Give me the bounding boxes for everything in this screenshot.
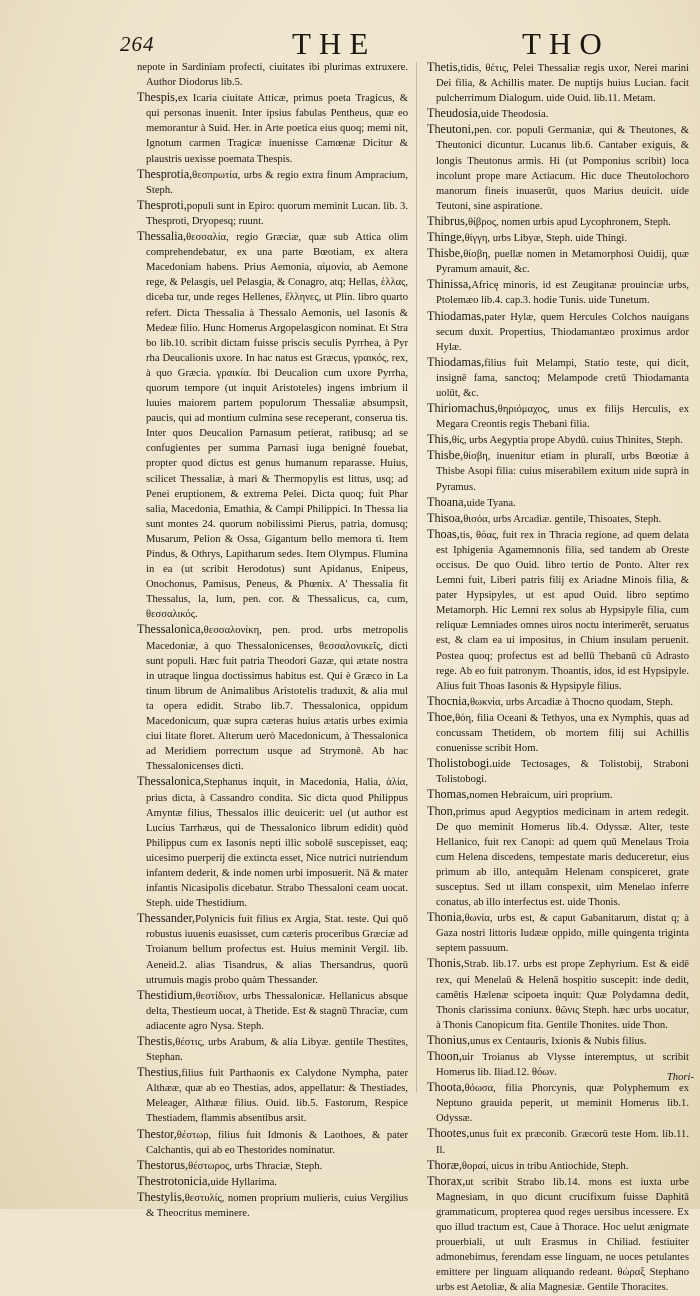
running-head-left: THE xyxy=(292,26,377,61)
entry-headword: Thon, xyxy=(427,803,456,818)
dictionary-entry xyxy=(427,1049,689,1080)
dictionary-entry xyxy=(427,1158,689,1174)
dictionary-entry xyxy=(137,1174,408,1190)
entry-text: filius fuit Melampi, Statio teste, qui dicit, insignē fama, sanctoq; Melampode cretū Thiodamanta uolūt, &c. xyxy=(436,357,689,399)
entry-text: uide Hyllarima. xyxy=(210,1176,277,1188)
dictionary-entry xyxy=(427,432,689,448)
entry-headword: Thomas, xyxy=(427,787,470,802)
entry-headword: Thespis, xyxy=(137,90,178,105)
dictionary-entry xyxy=(427,309,689,355)
entry-text: uide Theodosia. xyxy=(480,109,549,121)
dictionary-entry xyxy=(427,787,689,803)
dictionary-entry xyxy=(137,988,408,1034)
entry-text: θέστις, urbs Arabum, & alia Libyæ. gentile Thestites, Stephan. xyxy=(146,1037,408,1064)
entry-headword: Thoræ, xyxy=(427,1157,462,1172)
entry-headword: Thesprotia, xyxy=(137,166,193,181)
entry-text: θισόα, urbs Arcadiæ. gentile, Thisoates, Steph. xyxy=(463,513,662,525)
entry-text: Africę minoris, id est Zeugitanæ prouinciæ urbs, Ptolemæo lib.4. cap.3. hodie Tunis. uide Tunetum. xyxy=(436,280,689,307)
entry-headword: Thootes, xyxy=(427,1126,470,1141)
dictionary-entry xyxy=(427,1174,689,1296)
entry-text: θεστίδιον, urbs Thessalonicæ. Hellanicus absque delta, Thestieum uocat, à Thetide. Est & stagnū Thraciæ, cum adiacente agro Nysa. Steph. xyxy=(146,990,408,1032)
entry-text: unus ex Centauris, Ixionis & Nubis filius. xyxy=(470,1035,647,1047)
entry-text: uide Tyana. xyxy=(466,497,516,509)
dictionary-entry xyxy=(427,401,689,432)
dictionary-entry xyxy=(427,277,689,308)
catchword: Thori- xyxy=(666,1072,694,1083)
entry-headword: Thessander, xyxy=(137,911,196,926)
entry-text: Polynicis fuit filius ex Argia, Stat. teste. Qui quō robustus iuuenis euasisset, cum cæteris proceribus Græciæ ad Troianum bellum profectus est. Huius meminit Vergil. lib. Aeneid.2. alias Tisandrus, & alias Thersandrus, quorū utrumuis magis probo quàm Thessander. xyxy=(146,914,408,986)
dictionary-entry xyxy=(427,1033,689,1049)
page-number: 264 xyxy=(120,32,155,56)
entry-headword: Thisbe, xyxy=(427,448,464,463)
entry-text: ex Icaria ciuitate Atticæ, primus poeta Tragicus, & qui personas inuenit. Inter ipsius fabulas Pentheus, quæ eo memorantur à Suid. Her. in Arte poetica eius quoq; memi nit, Ignotum carmen Tragicæ inuenisse Camœnæ Dicitur & plaustris uexisse poemata Thespis. xyxy=(146,93,408,165)
entry-headword: Theutoni, xyxy=(427,122,475,137)
dictionary-entry xyxy=(137,60,408,90)
entry-headword: Thoe, xyxy=(427,709,456,724)
dictionary-entry xyxy=(137,90,408,166)
entry-text: θίβρος, nomen urbis apud Lycophronem, Steph. xyxy=(467,216,671,228)
entry-headword: Thoon, xyxy=(427,1049,462,1063)
entry-headword: Thocnia, xyxy=(427,693,470,708)
dictionary-entry xyxy=(427,511,689,527)
dictionary-entry xyxy=(427,448,689,494)
entry-text: θέστωρος, urbs Thraciæ, Steph. xyxy=(188,1160,323,1172)
entry-headword: Thorax, xyxy=(427,1173,466,1188)
entry-text: nomen Hebraicum, uiri proprium. xyxy=(469,790,613,802)
entry-headword: Thestidium, xyxy=(137,987,196,1002)
entry-headword: Thinissa, xyxy=(427,277,472,292)
entry-headword: Thestis, xyxy=(137,1034,176,1048)
entry-headword: Thoana, xyxy=(427,494,467,509)
entry-headword: Thiriomachus, xyxy=(427,401,498,416)
entry-text: θέστωρ, filius fuit Idmonis & Laothoes, & pater Calchantis, qui ab eo Thestorides nominatur. xyxy=(146,1129,408,1156)
entry-headword: Thestorus, xyxy=(137,1157,189,1172)
entry-text: filius fuit Parthaonis ex Calydone Nympha, pater Althææ, quæ ab eo Thestias, ados, appellatur: & Thestiades, Meleager, Althææ filius. Ouid. lib.5. Fastorum, Respice Thestiadem, flammis absentibus arsit. xyxy=(146,1068,408,1125)
dictionary-entry xyxy=(137,911,408,987)
entry-text: θωνία, urbs est, & caput Gabanitarum, distat q; à Gaza nostri littoris Iudææ oppido, mille quingenta triginta septem passuum. xyxy=(436,913,689,955)
entry-text: θηριόμαχος, unus ex filijs Herculis, ex Megara Creontis regis Thebani filia. xyxy=(436,404,689,431)
dictionary-entry xyxy=(427,214,689,230)
entry-text: θεσπρωτία, urbs & regio extra finum Ampracium, Steph. xyxy=(146,169,408,196)
dictionary-entry xyxy=(137,1034,408,1065)
dictionary-entry xyxy=(137,229,408,622)
entry-text: Strab. lib.17. urbs est prope Zephyrium. Est & eidē rex, qui Menelaū & Helenā hospitio suscepit: inde dedit, camētis Hælenæ scipoeta inquit: Quæ Polydamna dedit, Thonis clarissima coniunx. θῶνις Steph. hæc urbs uocatur, à Thonis Canopicum fita. Gentile Thonites. uide Thon. xyxy=(436,959,689,1031)
entry-headword: Tholistobogi. xyxy=(427,756,493,771)
column-divider xyxy=(416,62,417,1092)
entry-text: populi sunt in Epiro: quorum meminit Lucan. lib. 3. Thesproti, Dryopesq; ruunt. xyxy=(146,200,408,227)
entry-headword: Thessalonica, xyxy=(137,774,204,789)
entry-headword: Thessalonica, xyxy=(137,622,204,637)
entry-headword: Thessalia, xyxy=(137,229,187,244)
entry-text: θίσβη, puellæ nomen in Metamorphosi Ouidij, quæ Pyramum amauit, &c. xyxy=(436,249,689,276)
dictionary-entry xyxy=(137,622,408,774)
entry-text: θεσσαλονίκη, pen. prod. urbs metropolis Macedoniæ, à quo Thessalonicenses, θεσσαλονικεῖς, dicti sunt populi. Hæc fuit patria Theodori Gazæ, qui ætate nostra in utraque lingua doctissimus habitus est. Qui è Græco in La tinum librum de Animalibus Aristotelis traduxit, & alia mul ta opera edidit. Strabo lib.7. Thessalonica, oppidum Macedonicum, quæ supra cæteras huius ætatis urbes eximia ciui litate floret. Alterum uerò Macedonicum, à Thessalonica ad Meridiem porrectum usque ad Strymonē. Ab hac Thessalonicenses dicti. xyxy=(146,625,408,773)
dictionary-entry xyxy=(427,106,689,122)
entry-headword: Thestrotonicia, xyxy=(137,1173,211,1188)
entry-headword: Theudosia, xyxy=(427,106,481,121)
entry-headword: Thisbe, xyxy=(427,246,464,261)
entry-text: θίγγη, urbs Libyæ, Steph. uide Thingi. xyxy=(464,233,627,245)
dictionary-entry xyxy=(427,956,689,1032)
dictionary-entry xyxy=(137,774,408,911)
entry-text: θόη, filia Oceani & Tethyos, una ex Nymphis, quas ad concussam Thetidem, ob mortem filij sui Achillis conuenisse scribit Hom. xyxy=(436,712,689,755)
entry-headword: Thestius, xyxy=(137,1065,182,1080)
entry-text: θοραί, uicus in tribu Antiochide, Steph. xyxy=(461,1160,629,1172)
dictionary-entry xyxy=(427,246,689,277)
entry-headword: Thiodamas, xyxy=(427,308,485,323)
entry-text: θόωσα, filia Phorcynis, quæ Polyphemum ex Neptuno grauida peperit, ut meminit Homerus lib.1. Odyssæ. xyxy=(436,1083,689,1125)
entry-headword: Thonis, xyxy=(427,956,464,971)
dictionary-entry xyxy=(427,694,689,710)
entry-headword: Thinge, xyxy=(427,230,465,245)
dictionary-entry xyxy=(137,1065,408,1126)
entry-headword: Thonia, xyxy=(427,910,465,925)
dictionary-entry xyxy=(427,710,689,756)
dictionary-entry xyxy=(137,167,408,198)
entry-text: pater Hylæ, quem Hercules Colchos nauigans secum duxit. Propertius, Thiodamantæo proximus ardor Hylæ. xyxy=(436,311,689,353)
entry-text: pen. cor. populi Germaniæ, qui & Theutones, & Theutonici dicuntur. Lucanus lib.6. Cantaber exiguis, & longis Theutonus armis. Hi (ut Pomponius scribit) loca incolunt prope mare Actiacum. Hic duce Theutolochoro manorum fineis inuaserūt, quos Marius deuicit. uide Teutoni, sine aspiratione. xyxy=(436,125,689,212)
entry-headword: Thoota, xyxy=(427,1080,465,1095)
entry-text: θωκνία, urbs Arcadiæ à Thocno quodam, Steph. xyxy=(469,696,674,708)
entry-headword: Thoas, xyxy=(427,526,460,541)
entry-text: θεστυλίς, nomen proprium mulieris, cuius Vergilius & Theocritus meminere. xyxy=(146,1192,408,1220)
right-column xyxy=(427,60,689,1294)
dictionary-entry xyxy=(427,804,689,911)
entry-text: unus fuit ex præconib. Græcorū teste Hom. lib.11. Il. xyxy=(436,1129,689,1156)
dictionary-entry xyxy=(137,198,408,229)
dictionary-entry xyxy=(137,1158,408,1174)
entry-headword: Thesproti, xyxy=(137,197,187,212)
entry-text: uir Troianus ab Vlysse interemptus, ut scribit Homerus lib. Iliad.12. θόων. xyxy=(436,1052,689,1079)
dictionary-entry xyxy=(427,230,689,246)
entry-headword: Thiodamas, xyxy=(427,354,485,369)
entry-text: nepote in Sardiniam profecti, ciuitates ibi plurimas extruxere. Author Diodorus lib.5. xyxy=(137,62,408,89)
entry-text: primus apud Aegyptios medicinam in artem redegit. De quo meminit Homerus lib.4. Odyssæ. Alter, teste Hellanico, fuit rex Canopi: ad quem quū Menelaus Troia cum Helena discedens, tempestate maris deduceretur, eius primum ab illo, antequām Helenam conspiceret, grate susceptus. Sed ut illam conspexit, uim Menelao inferre conatus, ab illo interfectus est. uide Thonis. xyxy=(436,806,689,909)
dictionary-entry xyxy=(427,527,689,694)
entry-text: uide Tectosages, & Tolistobij, Straboni Tolistobogi. xyxy=(436,759,689,786)
entry-text: ut scribit Strabo lib.14. mons est iuxta urbe Magnesiam, in quo dicunt crucifixum fuisse Daphitā grammaticum, propterea quod reges uersibus incessere. Ex quo illud tractum est, Caue à Thorace. Hoc uelut ænigmate prouerbiali, ut uult Erasmus in Chiliad. festiuiter admonebimus, ferendam esse linguam, ne uoces petulantes emittere per linguam aliquando redeant. θώραξ Stephano urbs est Aetoliæ, & alia Magnesiæ. Gentile Thoracites. xyxy=(436,1176,689,1294)
dictionary-entry xyxy=(427,495,689,511)
entry-headword: Thibrus, xyxy=(427,213,468,228)
entry-headword: Thestylis, xyxy=(137,1189,185,1204)
dictionary-entry xyxy=(427,1080,689,1126)
entry-text: θίσβη, inuenitur etiam in pluralī, urbs Bœotiæ à Thisbe Asopi filia: cuius miserabilem exitum uide suprà in Pyramus. xyxy=(436,451,689,493)
entry-text: θίς, urbs Aegyptia prope Abydū. cuius Thinites, Steph. xyxy=(451,435,683,447)
dictionary-entry xyxy=(137,1127,408,1158)
entry-text: tis, θόας, fuit rex in Thracia regione, ad quem delata est Iphigenia Agamemnonis filia, sed tandem ab Oreste occisus. De quo Ouid. libro tertio de Ponto. Alter rex Lemni fuit, Liberi patris filij ex Ariadne Minois filia, & pater Hypsipyles, ut est apud Ouid. libro septimo Metamorph. Hic Lemni rex solus ab Hypsipyle filia, cum reliquæ Lemniades omnes uiros noctu interimerēt, seruatus est, & clam ea ui impositus, in Chium insulam peruenit. Postea quoq; profectus est ad bellū Thebanū cū Adrasto rege. Ab eo fuit patronym. Thoantis, idos, id est Hypsipyle. Alius fuit Thoas Iasonis & Hypsipyle filius. xyxy=(436,529,689,692)
entry-text: tidis, θέτις, Pelei Thessaliæ regis uxor, Nerei marini Dei filia, & Achillis mater. De nuptijs huius Lucian. facit pulcherrimum Dialogum. uide Ouid. lib.11. Metam. xyxy=(436,63,689,105)
entry-headword: Thestor, xyxy=(137,1126,177,1141)
running-head-right: THO xyxy=(522,26,610,61)
left-column xyxy=(137,60,408,1220)
dictionary-entry xyxy=(427,1126,689,1157)
entry-headword: Thisoa, xyxy=(427,510,464,525)
dictionary-entry xyxy=(427,355,689,401)
dictionary-entry xyxy=(427,122,689,214)
dictionary-entry xyxy=(427,756,689,787)
entry-headword: Thetis, xyxy=(427,60,461,74)
entry-text: θεσσαλία, regio Græciæ, quæ sub Attica olim comprehendebatur, ex una parte Bœotiam, ex altera Macedoniam habens. Prius Aemonia, αἱμονία, ab Aemone rege, & Pelasgis, uel Pelasgia, & Conagro, atq; Hellas, ἑλλας, diceba tur, unde reges Hellenes, ἕλληνες, ut Plin. libro quarto refert. Dicta Thessalia à Thessalo Aemonis, uel Iasonis & Medeæ filio. Hunc Homerus Argopelasgicon nominat. Et Stra bo lib.10. scribit dictam fuisse priscis seculis Pyrrhea, à Pyr rha Deucalionis uxore. In hac natus est Græcus, γραικός, rex, à quo Græcia. γραικία. Ibi Deucalion cum uxore Pyrrha, quorum tempore (ut inquit Aristoteles) ingens imbrium il luuies maiorem partem populorum Thessaliæ absumpsit, paucis, qui ad montium culmina sese receperant, conserua tis. Inter quos Deucalion Parnasum petierat, ratibusq; ad se confugientes per summa Parnasi iuga benignè fouebat, propter quod dictus est genus humanum reparasse. Huius, scilicet Thessaliæ, à mari & Thermopylis est littus, usq; ad Penei eruptionem, & extrema Pelei. Dicta quoq; fuit Phar salia, Macedonia, Emathia, & Campi Philippici. In Thessa lia sunt montes 24. quorum nobilissimi Pierus, patria, domusq; Musarum, Pelion & Ossa, Gigantum bello memora ti. Item Pindus, & Othrys, Lapitharum sedes. Item Olympus. Flumina in ea (ut scribit Herodotus) sunt Apidanus, Enipeus, Onochonus, Pamisus, Peneus, & Phœnix. A' Thessalia fit Thessalus, la, lum, pen. cor. & Thessalicus, ca, cum, θεσσαλικός. xyxy=(146,232,408,621)
entry-headword: This, xyxy=(427,432,452,447)
dictionary-entry xyxy=(427,60,689,106)
dictionary-entry xyxy=(137,1190,408,1221)
entry-headword: Thonius, xyxy=(427,1032,470,1047)
entry-text: Stephanus inquit, in Macedonia, Halia, ἁλία, prius dicta, à Cassandro condita. Sic dicta quod Philippus Amyntæ filius, Thessalos illic deuicerit: uel (ut author est Lucius Tarrhæus, qui de Thessalonico librum edidit) quòd Philippus cum ex Iasonis nepti illic sobolē suscepisset, eaq; uicesimo puerperij die extincta esset, Nice nutrici nutriendum infantem dederit, & inde nomen urbi imposuerit. Nā & mater infantis Nicasipolis dicebatur. Strabo Thessaloni ceam uocat. Steph. uide Thestidium. xyxy=(146,777,408,910)
dictionary-entry xyxy=(427,910,689,956)
